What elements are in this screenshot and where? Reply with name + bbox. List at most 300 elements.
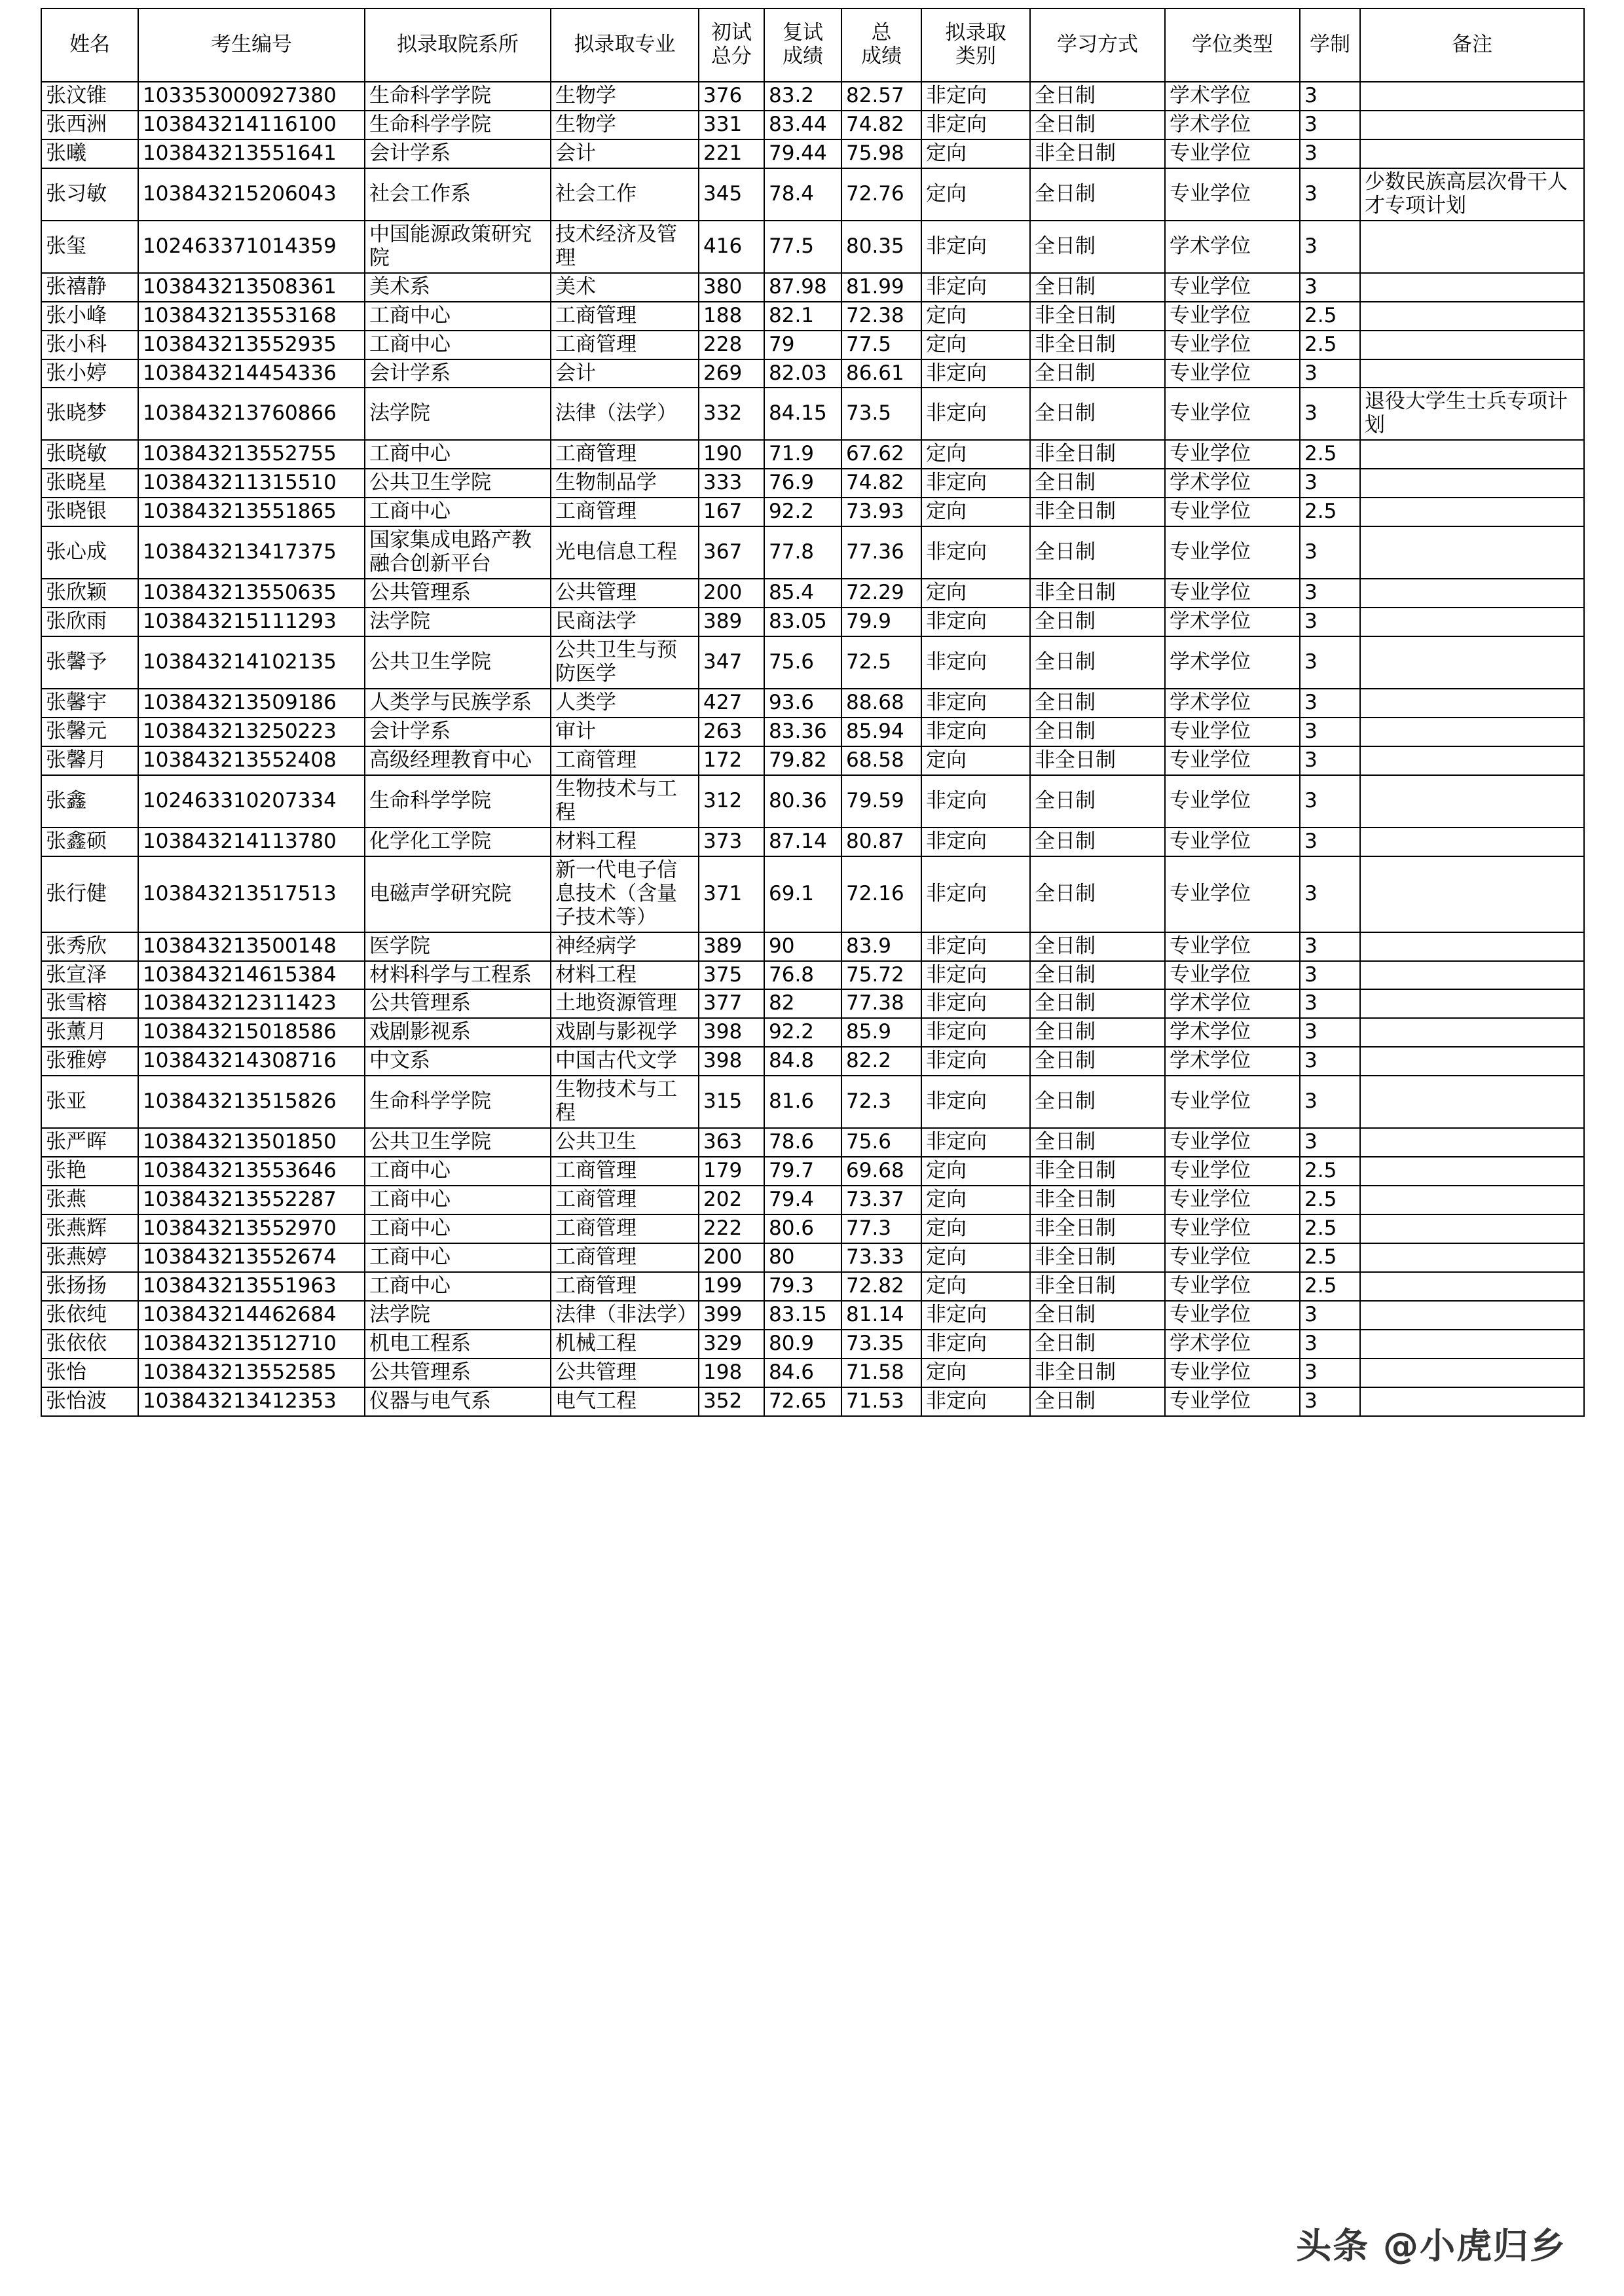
table-row: [41, 989, 1584, 1018]
cell-dept: 生命科学学院: [365, 775, 551, 828]
cell-exam_no: 103843214615384: [138, 961, 365, 990]
table-row: [41, 1018, 1584, 1047]
cell-total: 80.35: [841, 221, 921, 273]
cell-pre: 347: [699, 636, 764, 689]
cell-major: 审计: [551, 718, 699, 746]
table-row: [41, 273, 1584, 302]
cell-name: 张小峰: [41, 302, 138, 331]
cell-degree: 学术学位: [1165, 608, 1300, 636]
cell-dept: 工商中心: [365, 302, 551, 331]
table-row: [41, 1186, 1584, 1214]
cell-cat: 非定向: [921, 689, 1030, 718]
cell-major: 机械工程: [551, 1330, 699, 1358]
cell-remark: [1360, 718, 1584, 746]
cell-dept: 中国能源政策研究院: [365, 221, 551, 273]
cell-remark: [1360, 1128, 1584, 1157]
cell-years: 2.5: [1300, 302, 1360, 331]
cell-name: 张汶锥: [41, 82, 138, 111]
cell-cat: 定向: [921, 746, 1030, 775]
cell-remark: [1360, 302, 1584, 331]
cell-retest: 79: [764, 331, 841, 359]
cell-remark: [1360, 1330, 1584, 1358]
table-row: [41, 1358, 1584, 1387]
cell-total: 73.5: [841, 388, 921, 440]
cell-mode: 非全日制: [1030, 331, 1165, 359]
cell-exam_no: 103843213553646: [138, 1157, 365, 1186]
cell-years: 3: [1300, 579, 1360, 608]
cell-exam_no: 103353000927380: [138, 82, 365, 111]
cell-retest: 79.3: [764, 1272, 841, 1301]
cell-major: 公共卫生与预防医学: [551, 636, 699, 689]
cell-cat: 非定向: [921, 1076, 1030, 1128]
table-row: [41, 498, 1584, 526]
cell-remark: [1360, 273, 1584, 302]
cell-pre: 373: [699, 828, 764, 856]
cell-total: 79.59: [841, 775, 921, 828]
cell-name: 张晓银: [41, 498, 138, 526]
cell-pre: 367: [699, 526, 764, 579]
cell-pre: 398: [699, 1018, 764, 1047]
cell-remark: [1360, 608, 1584, 636]
cell-retest: 80.9: [764, 1330, 841, 1358]
cell-cat: 定向: [921, 302, 1030, 331]
cell-degree: 专业学位: [1165, 1301, 1300, 1330]
cell-major: 生物技术与工程: [551, 1076, 699, 1128]
cell-name: 张晓敏: [41, 440, 138, 469]
cell-mode: 非全日制: [1030, 1214, 1165, 1243]
cell-total: 74.82: [841, 111, 921, 139]
cell-degree: 专业学位: [1165, 1186, 1300, 1214]
cell-retest: 80.36: [764, 775, 841, 828]
cell-degree: 专业学位: [1165, 498, 1300, 526]
column-header-major: 拟录取专业: [551, 9, 699, 82]
cell-dept: 法学院: [365, 388, 551, 440]
cell-retest: 93.6: [764, 689, 841, 718]
cell-degree: 学术学位: [1165, 221, 1300, 273]
table-row: [41, 828, 1584, 856]
cell-dept: 公共卫生学院: [365, 636, 551, 689]
cell-retest: 84.6: [764, 1358, 841, 1387]
cell-total: 79.9: [841, 608, 921, 636]
cell-pre: 380: [699, 273, 764, 302]
cell-cat: 非定向: [921, 1047, 1030, 1076]
cell-major: 材料工程: [551, 961, 699, 990]
cell-degree: 学术学位: [1165, 1047, 1300, 1076]
cell-total: 69.68: [841, 1157, 921, 1186]
cell-major: 生物制品学: [551, 469, 699, 498]
cell-retest: 69.1: [764, 856, 841, 932]
cell-pre: 200: [699, 579, 764, 608]
cell-exam_no: 103843213552970: [138, 1214, 365, 1243]
cell-exam_no: 103843213550635: [138, 579, 365, 608]
cell-major: 公共卫生: [551, 1128, 699, 1157]
cell-dept: 机电工程系: [365, 1330, 551, 1358]
cell-retest: 85.4: [764, 579, 841, 608]
cell-cat: 非定向: [921, 82, 1030, 111]
cell-years: 3: [1300, 139, 1360, 168]
admission-table-sheet: [41, 8, 1583, 1417]
cell-exam_no: 103843215111293: [138, 608, 365, 636]
table-row: [41, 1047, 1584, 1076]
cell-cat: 非定向: [921, 989, 1030, 1018]
cell-years: 3: [1300, 1387, 1360, 1416]
cell-cat: 定向: [921, 1186, 1030, 1214]
cell-mode: 非全日制: [1030, 498, 1165, 526]
cell-cat: 非定向: [921, 718, 1030, 746]
cell-degree: 专业学位: [1165, 856, 1300, 932]
cell-retest: 87.98: [764, 273, 841, 302]
cell-dept: 生命科学学院: [365, 82, 551, 111]
cell-exam_no: 103843213515826: [138, 1076, 365, 1128]
cell-total: 73.35: [841, 1330, 921, 1358]
cell-remark: 少数民族高层次骨干人才专项计划: [1360, 168, 1584, 221]
column-header-retest: 复试 成绩: [764, 9, 841, 82]
column-header-dept: 拟录取院系所: [365, 9, 551, 82]
cell-remark: [1360, 139, 1584, 168]
table-row: [41, 1157, 1584, 1186]
cell-name: 张馨予: [41, 636, 138, 689]
cell-retest: 82.03: [764, 359, 841, 388]
cell-years: 3: [1300, 828, 1360, 856]
cell-pre: 179: [699, 1157, 764, 1186]
cell-cat: 非定向: [921, 388, 1030, 440]
cell-cat: 定向: [921, 1358, 1030, 1387]
cell-exam_no: 103843214113780: [138, 828, 365, 856]
cell-total: 77.3: [841, 1214, 921, 1243]
cell-total: 72.29: [841, 579, 921, 608]
cell-major: 人类学: [551, 689, 699, 718]
cell-pre: 363: [699, 1128, 764, 1157]
cell-cat: 非定向: [921, 359, 1030, 388]
cell-years: 3: [1300, 775, 1360, 828]
cell-degree: 学术学位: [1165, 689, 1300, 718]
cell-degree: 专业学位: [1165, 168, 1300, 221]
cell-total: 67.62: [841, 440, 921, 469]
cell-degree: 学术学位: [1165, 82, 1300, 111]
cell-major: 光电信息工程: [551, 526, 699, 579]
cell-cat: 非定向: [921, 221, 1030, 273]
cell-degree: 专业学位: [1165, 718, 1300, 746]
cell-degree: 专业学位: [1165, 932, 1300, 961]
cell-retest: 78.4: [764, 168, 841, 221]
cell-remark: [1360, 82, 1584, 111]
cell-years: 3: [1300, 1018, 1360, 1047]
cell-pre: 221: [699, 139, 764, 168]
cell-total: 75.98: [841, 139, 921, 168]
cell-retest: 92.2: [764, 1018, 841, 1047]
cell-total: 81.99: [841, 273, 921, 302]
cell-mode: 非全日制: [1030, 1186, 1165, 1214]
cell-degree: 专业学位: [1165, 440, 1300, 469]
cell-mode: 全日制: [1030, 718, 1165, 746]
cell-mode: 非全日制: [1030, 302, 1165, 331]
cell-major: 会计: [551, 139, 699, 168]
cell-pre: 167: [699, 498, 764, 526]
cell-pre: 399: [699, 1301, 764, 1330]
cell-degree: 专业学位: [1165, 1076, 1300, 1128]
cell-dept: 工商中心: [365, 1214, 551, 1243]
cell-exam_no: 103843214308716: [138, 1047, 365, 1076]
cell-degree: 专业学位: [1165, 139, 1300, 168]
cell-cat: 非定向: [921, 273, 1030, 302]
cell-exam_no: 103843213552674: [138, 1243, 365, 1272]
cell-major: 工商管理: [551, 1272, 699, 1301]
cell-retest: 80: [764, 1243, 841, 1272]
cell-retest: 87.14: [764, 828, 841, 856]
cell-pre: 269: [699, 359, 764, 388]
cell-years: 2.5: [1300, 498, 1360, 526]
cell-retest: 76.8: [764, 961, 841, 990]
cell-exam_no: 103843213551963: [138, 1272, 365, 1301]
cell-dept: 公共管理系: [365, 579, 551, 608]
table-row: [41, 168, 1584, 221]
cell-cat: 定向: [921, 440, 1030, 469]
table-row: [41, 221, 1584, 273]
cell-cat: 非定向: [921, 608, 1030, 636]
cell-pre: 312: [699, 775, 764, 828]
cell-total: 81.14: [841, 1301, 921, 1330]
cell-total: 75.6: [841, 1128, 921, 1157]
table-row: [41, 1387, 1584, 1416]
cell-degree: 学术学位: [1165, 469, 1300, 498]
table-row: [41, 359, 1584, 388]
cell-remark: [1360, 359, 1584, 388]
cell-pre: 345: [699, 168, 764, 221]
cell-total: 88.68: [841, 689, 921, 718]
cell-retest: 79.4: [764, 1186, 841, 1214]
cell-remark: [1360, 1214, 1584, 1243]
cell-years: 2.5: [1300, 1272, 1360, 1301]
cell-cat: 非定向: [921, 1301, 1030, 1330]
cell-major: 材料工程: [551, 828, 699, 856]
table-row: [41, 775, 1584, 828]
cell-exam_no: 102463310207334: [138, 775, 365, 828]
cell-retest: 81.6: [764, 1076, 841, 1128]
cell-pre: 200: [699, 1243, 764, 1272]
cell-name: 张鑫硕: [41, 828, 138, 856]
cell-total: 85.94: [841, 718, 921, 746]
cell-years: 3: [1300, 111, 1360, 139]
cell-mode: 全日制: [1030, 961, 1165, 990]
cell-name: 张严晖: [41, 1128, 138, 1157]
cell-name: 张心成: [41, 526, 138, 579]
cell-name: 张雅婷: [41, 1047, 138, 1076]
cell-major: 工商管理: [551, 746, 699, 775]
cell-dept: 公共卫生学院: [365, 469, 551, 498]
cell-name: 张依依: [41, 1330, 138, 1358]
cell-mode: 全日制: [1030, 388, 1165, 440]
cell-exam_no: 103843213412353: [138, 1387, 365, 1416]
cell-major: 工商管理: [551, 498, 699, 526]
cell-name: 张怡: [41, 1358, 138, 1387]
cell-retest: 71.9: [764, 440, 841, 469]
cell-exam_no: 103843213500148: [138, 932, 365, 961]
cell-pre: 375: [699, 961, 764, 990]
cell-total: 71.53: [841, 1387, 921, 1416]
cell-cat: 非定向: [921, 856, 1030, 932]
table-row: [41, 1243, 1584, 1272]
cell-degree: 专业学位: [1165, 359, 1300, 388]
cell-mode: 非全日制: [1030, 440, 1165, 469]
cell-cat: 非定向: [921, 1330, 1030, 1358]
cell-name: 张宣泽: [41, 961, 138, 990]
table-row: [41, 1076, 1584, 1128]
cell-mode: 非全日制: [1030, 139, 1165, 168]
cell-mode: 全日制: [1030, 1387, 1165, 1416]
cell-mode: 全日制: [1030, 82, 1165, 111]
cell-mode: 全日制: [1030, 989, 1165, 1018]
cell-remark: [1360, 526, 1584, 579]
cell-mode: 全日制: [1030, 775, 1165, 828]
cell-exam_no: 103843215018586: [138, 1018, 365, 1047]
table-row: [41, 111, 1584, 139]
cell-mode: 全日制: [1030, 168, 1165, 221]
table-row: [41, 856, 1584, 932]
table-row: [41, 961, 1584, 990]
cell-major: 中国古代文学: [551, 1047, 699, 1076]
watermark: 头条 @小虎归乡: [1296, 2225, 1566, 2267]
cell-cat: 定向: [921, 331, 1030, 359]
cell-degree: 学术学位: [1165, 636, 1300, 689]
cell-years: 3: [1300, 221, 1360, 273]
cell-mode: 全日制: [1030, 1076, 1165, 1128]
cell-mode: 全日制: [1030, 221, 1165, 273]
cell-cat: 非定向: [921, 961, 1030, 990]
cell-pre: 416: [699, 221, 764, 273]
cell-mode: 全日制: [1030, 636, 1165, 689]
cell-pre: 222: [699, 1214, 764, 1243]
cell-pre: 329: [699, 1330, 764, 1358]
cell-major: 技术经济及管理: [551, 221, 699, 273]
cell-mode: 非全日制: [1030, 1358, 1165, 1387]
cell-degree: 专业学位: [1165, 775, 1300, 828]
cell-exam_no: 103843213512710: [138, 1330, 365, 1358]
cell-total: 73.93: [841, 498, 921, 526]
cell-name: 张燕婷: [41, 1243, 138, 1272]
cell-exam_no: 103843212311423: [138, 989, 365, 1018]
cell-remark: [1360, 961, 1584, 990]
cell-total: 72.82: [841, 1272, 921, 1301]
cell-years: 3: [1300, 689, 1360, 718]
column-header-degree: 学位类型: [1165, 9, 1300, 82]
cell-degree: 专业学位: [1165, 1272, 1300, 1301]
cell-cat: 非定向: [921, 1018, 1030, 1047]
cell-name: 张馨元: [41, 718, 138, 746]
cell-dept: 高级经理教育中心: [365, 746, 551, 775]
cell-major: 工商管理: [551, 440, 699, 469]
cell-name: 张燕: [41, 1186, 138, 1214]
cell-mode: 全日制: [1030, 608, 1165, 636]
cell-years: 2.5: [1300, 1186, 1360, 1214]
cell-retest: 83.2: [764, 82, 841, 111]
cell-dept: 公共管理系: [365, 1358, 551, 1387]
cell-remark: [1360, 1018, 1584, 1047]
cell-dept: 仪器与电气系: [365, 1387, 551, 1416]
cell-remark: [1360, 440, 1584, 469]
table-row: [41, 1301, 1584, 1330]
cell-dept: 工商中心: [365, 1157, 551, 1186]
cell-dept: 戏剧影视系: [365, 1018, 551, 1047]
cell-pre: 331: [699, 111, 764, 139]
cell-name: 张晓梦: [41, 388, 138, 440]
cell-retest: 84.15: [764, 388, 841, 440]
cell-total: 73.37: [841, 1186, 921, 1214]
cell-remark: [1360, 746, 1584, 775]
cell-retest: 77.8: [764, 526, 841, 579]
cell-dept: 会计学系: [365, 359, 551, 388]
cell-years: 3: [1300, 1076, 1360, 1128]
cell-retest: 79.82: [764, 746, 841, 775]
cell-years: 3: [1300, 608, 1360, 636]
cell-years: 3: [1300, 82, 1360, 111]
cell-exam_no: 103843214462684: [138, 1301, 365, 1330]
table-row: [41, 1272, 1584, 1301]
table-row: [41, 608, 1584, 636]
table-header: [41, 9, 1584, 82]
cell-pre: 398: [699, 1047, 764, 1076]
cell-degree: 专业学位: [1165, 273, 1300, 302]
cell-mode: 非全日制: [1030, 746, 1165, 775]
cell-name: 张雪榕: [41, 989, 138, 1018]
cell-remark: [1360, 579, 1584, 608]
cell-name: 张小科: [41, 331, 138, 359]
cell-remark: [1360, 331, 1584, 359]
cell-dept: 法学院: [365, 1301, 551, 1330]
cell-degree: 专业学位: [1165, 1214, 1300, 1243]
cell-years: 2.5: [1300, 440, 1360, 469]
cell-mode: 非全日制: [1030, 1157, 1165, 1186]
cell-name: 张亚: [41, 1076, 138, 1128]
cell-degree: 专业学位: [1165, 746, 1300, 775]
cell-remark: [1360, 498, 1584, 526]
cell-remark: [1360, 1387, 1584, 1416]
cell-major: 工商管理: [551, 1214, 699, 1243]
cell-degree: 专业学位: [1165, 828, 1300, 856]
cell-pre: 377: [699, 989, 764, 1018]
cell-major: 土地资源管理: [551, 989, 699, 1018]
table-row: [41, 718, 1584, 746]
cell-exam_no: 103843213552408: [138, 746, 365, 775]
cell-exam_no: 103843213501850: [138, 1128, 365, 1157]
cell-years: 3: [1300, 359, 1360, 388]
cell-name: 张馨宇: [41, 689, 138, 718]
cell-name: 张依纯: [41, 1301, 138, 1330]
cell-major: 工商管理: [551, 1243, 699, 1272]
cell-name: 张行健: [41, 856, 138, 932]
column-header-remark: 备注: [1360, 9, 1584, 82]
cell-exam_no: 102463371014359: [138, 221, 365, 273]
table-row: [41, 689, 1584, 718]
column-header-mode: 学习方式: [1030, 9, 1165, 82]
cell-years: 3: [1300, 469, 1360, 498]
cell-dept: 生命科学学院: [365, 1076, 551, 1128]
cell-mode: 全日制: [1030, 828, 1165, 856]
cell-retest: 83.36: [764, 718, 841, 746]
table-row: [41, 1128, 1584, 1157]
table-row: [41, 82, 1584, 111]
cell-pre: 198: [699, 1358, 764, 1387]
cell-pre: 172: [699, 746, 764, 775]
cell-dept: 工商中心: [365, 1272, 551, 1301]
table-row: [41, 302, 1584, 331]
cell-years: 3: [1300, 273, 1360, 302]
cell-years: 2.5: [1300, 1214, 1360, 1243]
cell-major: 电气工程: [551, 1387, 699, 1416]
cell-retest: 83.44: [764, 111, 841, 139]
cell-remark: [1360, 1076, 1584, 1128]
cell-total: 77.38: [841, 989, 921, 1018]
cell-major: 工商管理: [551, 1157, 699, 1186]
